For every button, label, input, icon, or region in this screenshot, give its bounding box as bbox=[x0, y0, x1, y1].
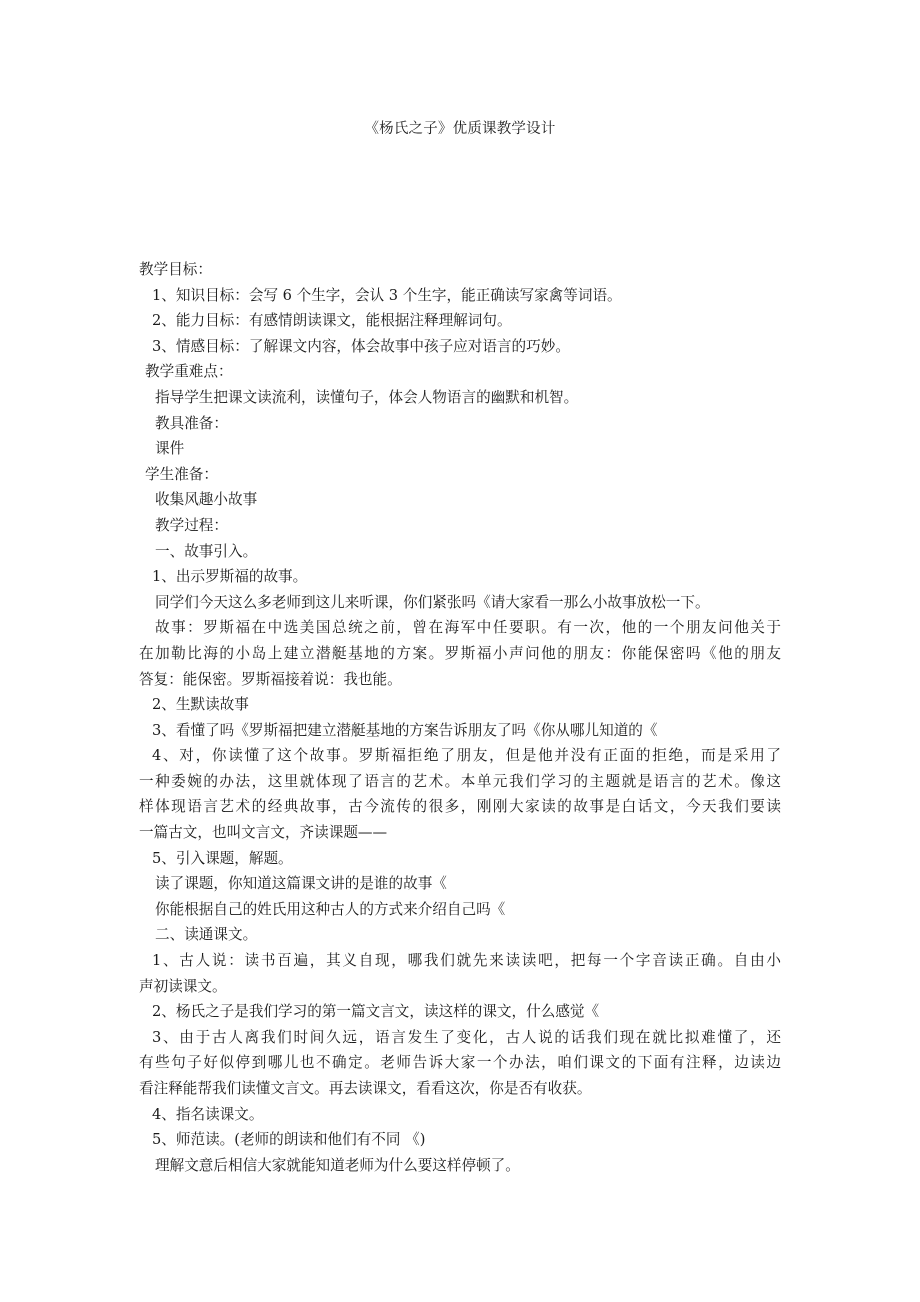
document-line: 在加勒比海的小岛上建立潜艇基地的方案。罗斯福小声问他的朋友：你能保密吗《他的朋友 bbox=[139, 644, 781, 662]
document-line: 你能根据自己的姓氏用这种古人的方式来介绍自己吗《 bbox=[155, 900, 506, 918]
document-body bbox=[139, 257, 781, 1178]
document-line: 教学重难点： bbox=[145, 363, 233, 381]
document-line: 看注释能帮我们读懂文言文。再去读课文，看看这次，你是否有收获。 bbox=[139, 1080, 592, 1097]
document-line: 一、故事引入。 bbox=[155, 542, 258, 560]
document-line: 样体现语言艺术的经典故事，古今流传的很多，刚刚大家读的故事是白话文，今天我们要读 bbox=[139, 798, 781, 816]
document-line: 2、杨氏之子是我们学习的第一篇文言文，读这样的课文，什么感觉《 bbox=[152, 1003, 600, 1021]
document-line: 答复：能保密。罗斯福接着说：我也能。 bbox=[139, 670, 402, 688]
document-line: 二、读通课文。 bbox=[155, 926, 258, 944]
document-line: 教学过程： bbox=[155, 516, 228, 534]
document-line: 故事：罗斯福在中选美国总统之前，曾在海军中任要职。有一次，他的一个朋友问他关于 bbox=[155, 619, 781, 637]
document-line: 教具准备： bbox=[155, 414, 228, 432]
document-line: 4、指名读课文。 bbox=[152, 1105, 264, 1123]
document-line: 教学目标： bbox=[139, 261, 212, 278]
document-line: 2、能力目标：有感情朗读课文，能根据注释理解词句。 bbox=[152, 312, 512, 330]
document-line: 5、引入课题，解题。 bbox=[152, 849, 293, 867]
document-line: 同学们今天这么多老师到这儿来听课，你们紧张吗《请大家看一那么小故事放松一下。 bbox=[155, 593, 710, 611]
document-line: 收集风趣小故事 bbox=[155, 491, 258, 509]
document-line: 指导学生把课文读流利，读懂句子，体会人物语言的幽默和机智。 bbox=[155, 388, 579, 406]
document-line: 1、知识目标：会写 6 个生字，会认 3 个生字，能正确读写家禽等词语。 bbox=[152, 286, 622, 304]
document-line: 3、由于古人离我们时间久远，语言发生了变化，古人说的话我们现在就比拟难懂了，还 bbox=[152, 1028, 781, 1046]
document-line: 课件 bbox=[155, 440, 185, 458]
document-line: 3、看懂了吗《罗斯福把建立潜艇基地的方案告诉朋友了吗《你从哪儿知道的《 bbox=[152, 721, 658, 739]
document-line: 理解文意后相信大家就能知道老师为什么要这样停顿了。 bbox=[155, 1156, 520, 1174]
document-line: 1、古人说：读书百遍，其义自现，哪我们就先来读读吧，把每一个字音读正确。自由小 bbox=[152, 952, 781, 970]
document-line: 3、情感目标：了解课文内容，体会故事中孩子应对语言的巧妙。 bbox=[152, 337, 570, 355]
document-line: 2、生默读故事 bbox=[152, 696, 249, 714]
document-line: 一篇古文，也叫文言文，齐读课题—— bbox=[139, 824, 388, 842]
document-line: 学生准备： bbox=[145, 465, 218, 483]
document-line: 5、师范读。(老师的朗读和他们有不同 《) bbox=[152, 1131, 426, 1149]
document-line: 一种委婉的办法，这里就体现了语言的艺术。本单元我们学习的主题就是语言的艺术。像这 bbox=[139, 772, 781, 790]
document-line: 有些句子好似停到哪儿也不确定。老师告诉大家一个办法，咱们课文的下面有注释，边读边 bbox=[139, 1054, 781, 1072]
document-title: 《杨氏之子》优质课教学设计 bbox=[364, 121, 556, 137]
document-line: 读了课题，你知道这篇课文讲的是谁的故事《 bbox=[155, 875, 447, 893]
document-line: 声初读课文。 bbox=[139, 977, 227, 995]
document-line: 4、对，你读懂了这个故事。罗斯福拒绝了朋友，但是他并没有正面的拒绝，而是采用了 bbox=[152, 747, 781, 765]
document-line: 1、出示罗斯福的故事。 bbox=[152, 568, 308, 586]
